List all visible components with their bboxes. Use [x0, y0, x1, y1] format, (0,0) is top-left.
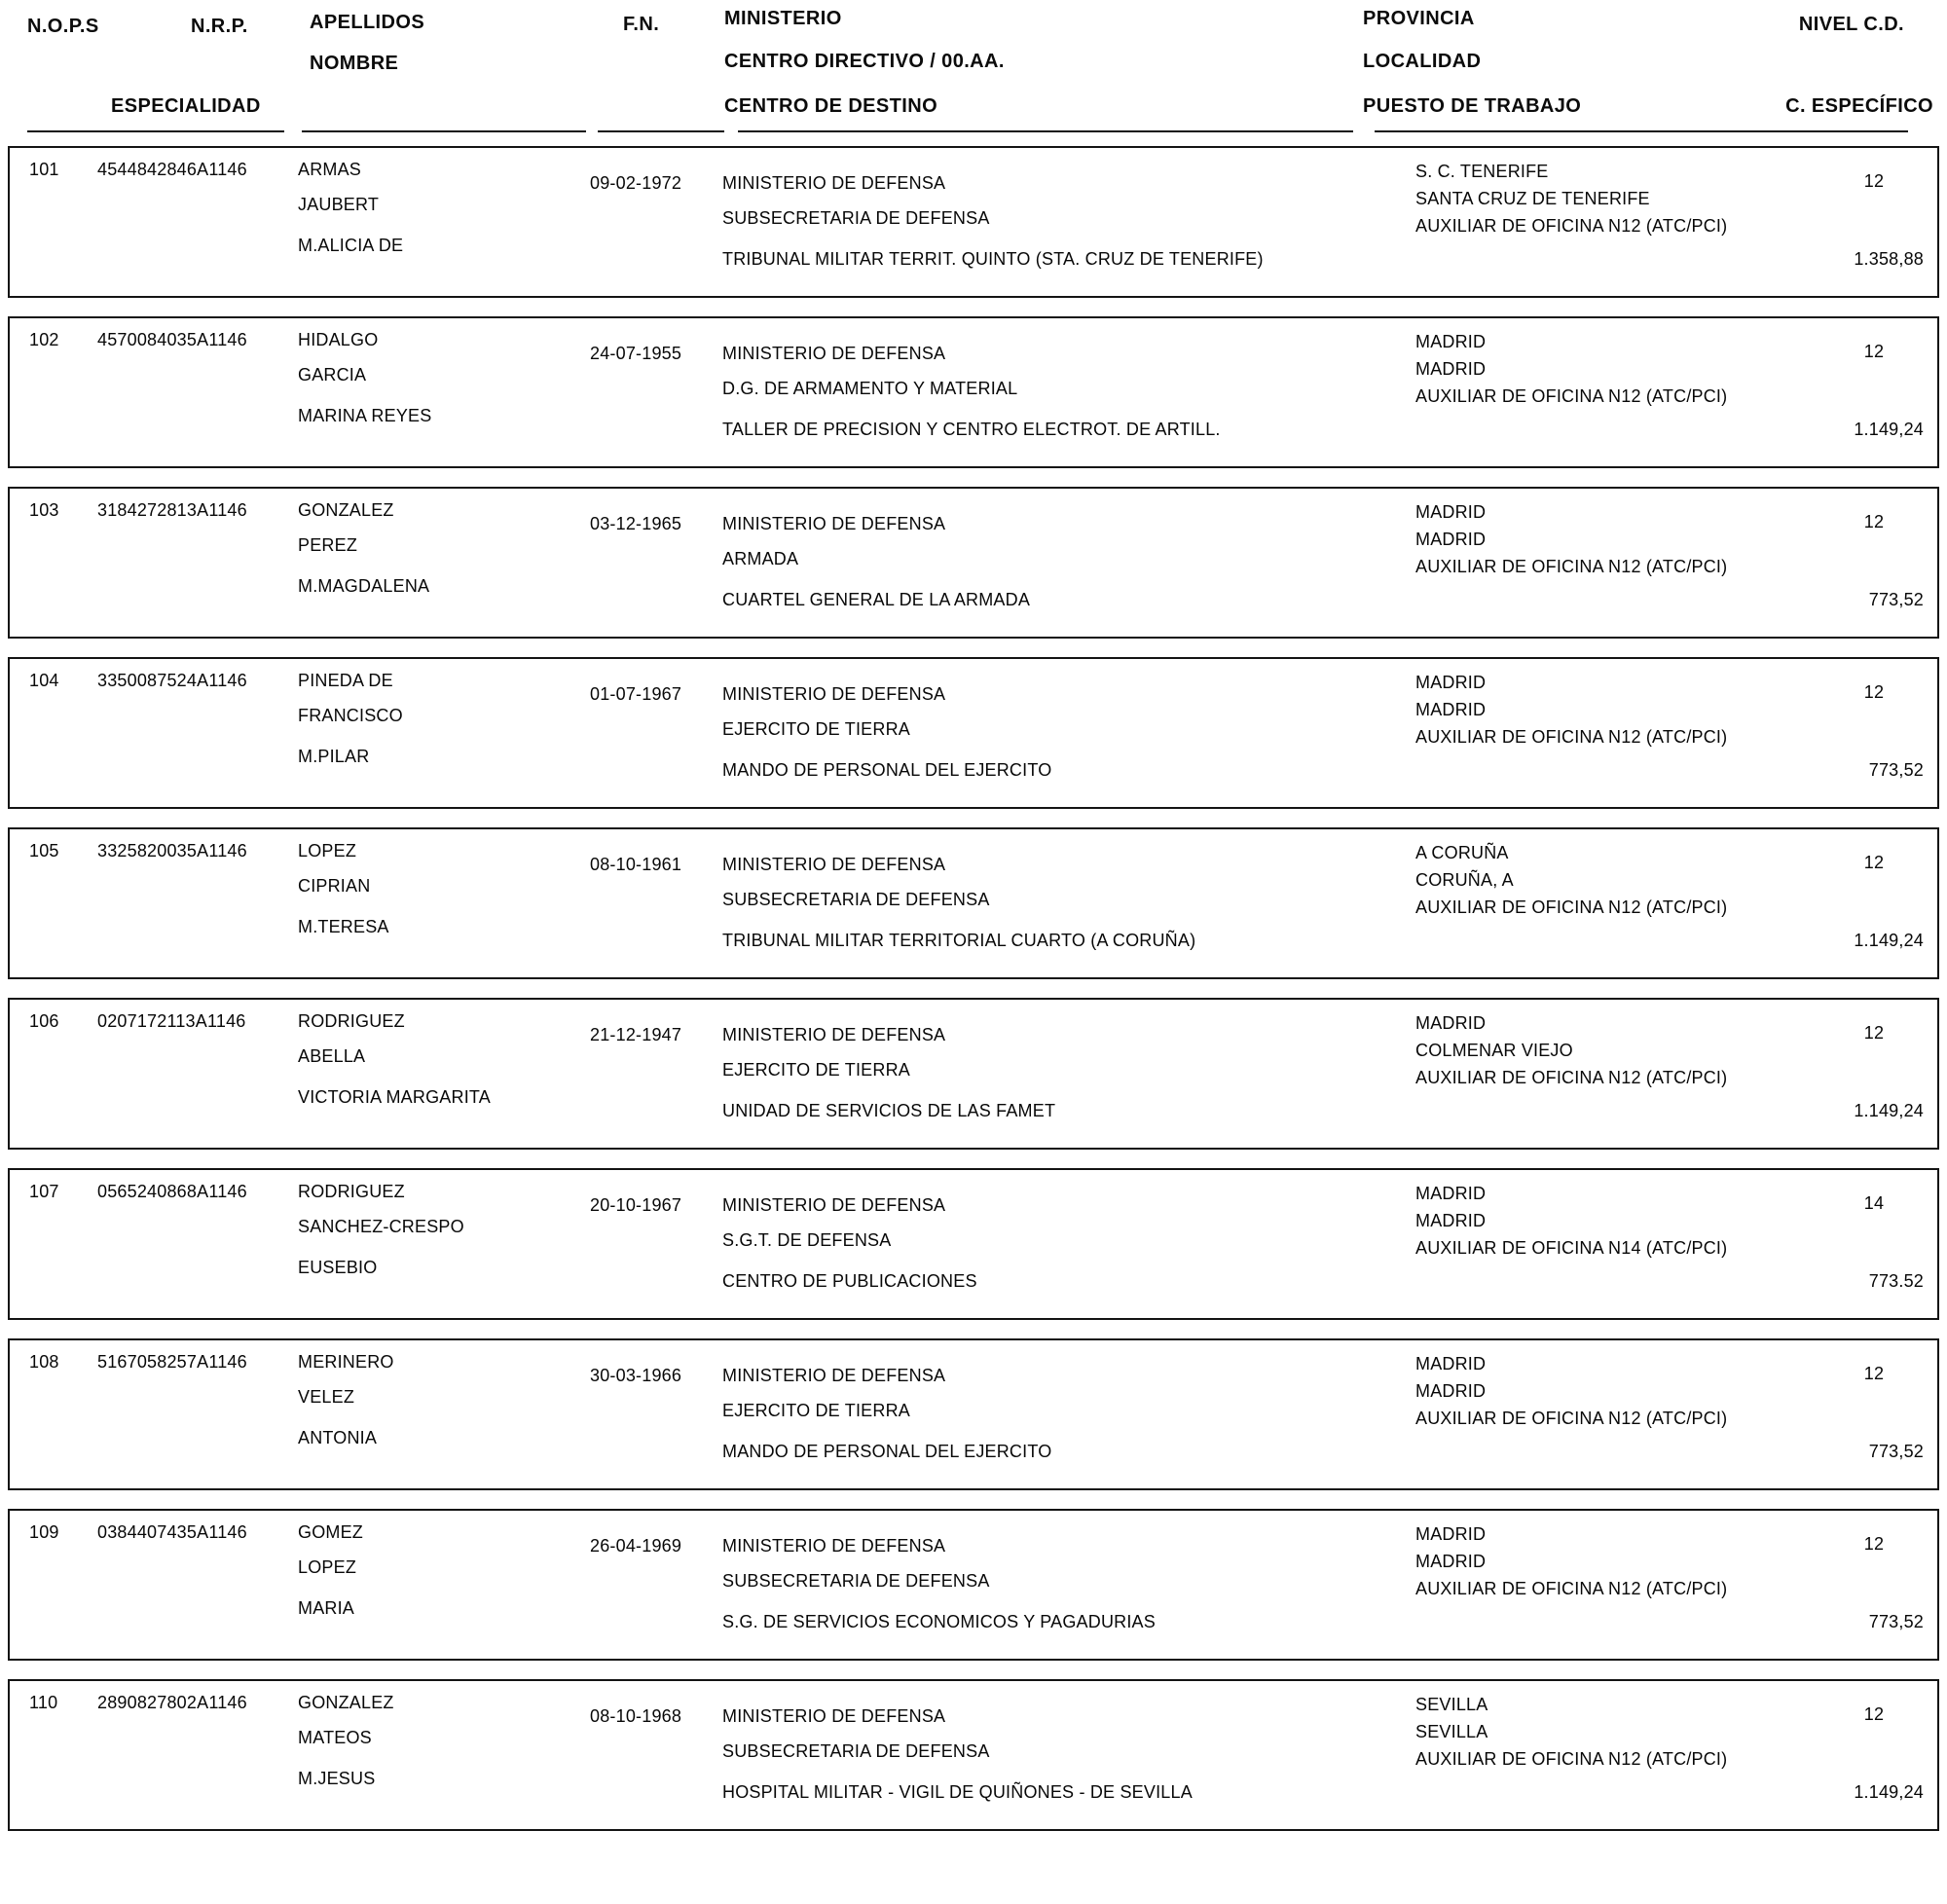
record-apellido1: RODRIGUEZ [298, 1011, 405, 1031]
record-localidad: MADRID [1415, 359, 1487, 379]
record-provincia: S. C. TENERIFE [1415, 162, 1549, 181]
record-nops: 106 [29, 1011, 59, 1031]
header-c-especifico: C. ESPECÍFICO [1785, 95, 1933, 117]
record-puesto-trabajo: AUXILIAR DE OFICINA N12 (ATC/PCI) [1415, 1409, 1728, 1428]
record-row [8, 1168, 1939, 1320]
record-apellido1: HIDALGO [298, 330, 379, 349]
record-nombre: VICTORIA MARGARITA [298, 1087, 491, 1107]
record-c-especifico: 1.149,24 [1854, 1782, 1924, 1802]
record-fecha-nacimiento: 26-04-1969 [590, 1536, 682, 1556]
record-puesto-trabajo: AUXILIAR DE OFICINA N12 (ATC/PCI) [1415, 1579, 1728, 1598]
record-nombre: M.JESUS [298, 1769, 376, 1788]
record-centro-destino: CENTRO DE PUBLICACIONES [722, 1271, 977, 1291]
record-centro-destino: MANDO DE PERSONAL DEL EJERCITO [722, 760, 1052, 780]
header-fn: F.N. [623, 14, 660, 35]
record-apellido2: ABELLA [298, 1046, 366, 1066]
record-row [8, 1509, 1939, 1661]
record-fecha-nacimiento: 08-10-1968 [590, 1706, 682, 1726]
record-nrp: 3325820035A1146 [97, 841, 247, 860]
record-nivel-cd: 12 [1863, 1364, 1885, 1383]
record-centro-destino: UNIDAD DE SERVICIOS DE LAS FAMET [722, 1101, 1056, 1120]
record-nivel-cd: 12 [1863, 1534, 1885, 1554]
record-nivel-cd: 12 [1863, 171, 1885, 191]
record-nrp: 3350087524A1146 [97, 671, 247, 690]
record-localidad: COLMENAR VIEJO [1415, 1041, 1573, 1060]
header-puesto-trabajo: PUESTO DE TRABAJO [1363, 95, 1582, 117]
header-rule [302, 130, 586, 132]
record-localidad: MADRID [1415, 1211, 1487, 1230]
record-row [8, 1338, 1939, 1490]
record-nops: 101 [29, 160, 59, 179]
header-rule [598, 130, 724, 132]
record-nivel-cd: 14 [1863, 1193, 1885, 1213]
record-fecha-nacimiento: 24-07-1955 [590, 344, 682, 363]
header-centro-destino: CENTRO DE DESTINO [724, 95, 938, 117]
record-nops: 110 [29, 1693, 58, 1712]
record-puesto-trabajo: AUXILIAR DE OFICINA N12 (ATC/PCI) [1415, 1749, 1728, 1769]
record-nombre: EUSEBIO [298, 1258, 378, 1277]
record-nops: 108 [29, 1352, 59, 1372]
record-nrp: 0565240868A1146 [97, 1182, 247, 1201]
record-ministerio: MINISTERIO DE DEFENSA [722, 1536, 946, 1556]
record-centro-directivo: EJERCITO DE TIERRA [722, 1060, 910, 1080]
record-nrp: 3184272813A1146 [97, 500, 247, 520]
record-provincia: SEVILLA [1415, 1695, 1488, 1714]
record-nivel-cd: 12 [1863, 1704, 1885, 1724]
record-provincia: MADRID [1415, 1184, 1487, 1203]
record-ministerio: MINISTERIO DE DEFENSA [722, 1025, 946, 1044]
record-ministerio: MINISTERIO DE DEFENSA [722, 855, 946, 874]
record-apellido1: MERINERO [298, 1352, 394, 1372]
record-apellido2: FRANCISCO [298, 706, 403, 725]
record-centro-directivo: SUBSECRETARIA DE DEFENSA [722, 890, 990, 909]
record-localidad: MADRID [1415, 530, 1487, 549]
record-fecha-nacimiento: 08-10-1961 [590, 855, 682, 874]
record-fecha-nacimiento: 21-12-1947 [590, 1025, 682, 1044]
record-puesto-trabajo: AUXILIAR DE OFICINA N12 (ATC/PCI) [1415, 216, 1728, 236]
record-c-especifico: 773,52 [1868, 760, 1924, 780]
record-centro-destino: S.G. DE SERVICIOS ECONOMICOS Y PAGADURIAS [722, 1612, 1156, 1631]
record-nrp: 0207172113A1146 [97, 1011, 246, 1031]
record-row [8, 657, 1939, 809]
record-c-especifico: 773.52 [1868, 1271, 1924, 1291]
record-nivel-cd: 12 [1863, 1023, 1885, 1043]
record-c-especifico: 773,52 [1868, 1612, 1924, 1631]
record-puesto-trabajo: AUXILIAR DE OFICINA N12 (ATC/PCI) [1415, 1068, 1728, 1087]
record-nrp: 0384407435A1146 [97, 1522, 247, 1542]
record-ministerio: MINISTERIO DE DEFENSA [722, 173, 946, 193]
record-centro-directivo: S.G.T. DE DEFENSA [722, 1230, 892, 1250]
header-nrp: N.R.P. [191, 16, 248, 37]
table-header [0, 0, 1947, 146]
record-nombre: M.ALICIA DE [298, 236, 404, 255]
record-centro-directivo: D.G. DE ARMAMENTO Y MATERIAL [722, 379, 1018, 398]
record-apellido2: MATEOS [298, 1728, 372, 1747]
record-localidad: SEVILLA [1415, 1722, 1488, 1741]
record-puesto-trabajo: AUXILIAR DE OFICINA N12 (ATC/PCI) [1415, 386, 1728, 406]
record-ministerio: MINISTERIO DE DEFENSA [722, 514, 946, 533]
header-localidad: LOCALIDAD [1363, 51, 1482, 72]
record-centro-directivo: EJERCITO DE TIERRA [722, 1401, 910, 1420]
record-puesto-trabajo: AUXILIAR DE OFICINA N14 (ATC/PCI) [1415, 1238, 1728, 1258]
record-ministerio: MINISTERIO DE DEFENSA [722, 684, 946, 704]
record-c-especifico: 1.149,24 [1854, 1101, 1924, 1120]
header-nops: N.O.P.S [27, 16, 99, 37]
record-nops: 109 [29, 1522, 59, 1542]
record-nops: 107 [29, 1182, 59, 1201]
record-apellido1: GOMEZ [298, 1522, 363, 1542]
record-provincia: MADRID [1415, 502, 1487, 522]
record-apellido1: LOPEZ [298, 841, 357, 860]
record-apellido2: SANCHEZ-CRESPO [298, 1217, 464, 1236]
record-centro-destino: HOSPITAL MILITAR - VIGIL DE QUIÑONES - DE SEVILLA [722, 1782, 1193, 1802]
record-nombre: M.TERESA [298, 917, 389, 936]
record-provincia: MADRID [1415, 332, 1487, 351]
record-apellido2: PEREZ [298, 535, 358, 555]
record-fecha-nacimiento: 20-10-1967 [590, 1195, 682, 1215]
record-ministerio: MINISTERIO DE DEFENSA [722, 1706, 946, 1726]
record-puesto-trabajo: AUXILIAR DE OFICINA N12 (ATC/PCI) [1415, 897, 1728, 917]
record-centro-directivo: SUBSECRETARIA DE DEFENSA [722, 208, 990, 228]
header-apellidos: APELLIDOS [310, 12, 425, 33]
header-provincia: PROVINCIA [1363, 8, 1475, 29]
record-provincia: MADRID [1415, 1354, 1487, 1373]
record-localidad: MADRID [1415, 1381, 1487, 1401]
record-apellido1: GONZALEZ [298, 500, 394, 520]
record-nombre: M.PILAR [298, 747, 370, 766]
record-ministerio: MINISTERIO DE DEFENSA [722, 344, 946, 363]
record-c-especifico: 1.149,24 [1854, 420, 1924, 439]
record-nrp: 4544842846A1146 [97, 160, 247, 179]
header-ministerio: MINISTERIO [724, 8, 842, 29]
record-puesto-trabajo: AUXILIAR DE OFICINA N12 (ATC/PCI) [1415, 727, 1728, 747]
record-nombre: MARIA [298, 1598, 355, 1618]
record-apellido2: JAUBERT [298, 195, 380, 214]
record-row [8, 1679, 1939, 1831]
record-centro-destino: TRIBUNAL MILITAR TERRITORIAL CUARTO (A CORUÑA) [722, 931, 1196, 950]
record-centro-directivo: SUBSECRETARIA DE DEFENSA [722, 1571, 990, 1591]
record-ministerio: MINISTERIO DE DEFENSA [722, 1366, 946, 1385]
record-localidad: MADRID [1415, 700, 1487, 719]
record-provincia: MADRID [1415, 1013, 1487, 1033]
record-centro-directivo: ARMADA [722, 549, 799, 568]
record-apellido2: LOPEZ [298, 1557, 357, 1577]
record-c-especifico: 773,52 [1868, 590, 1924, 609]
header-especialidad: ESPECIALIDAD [111, 95, 261, 117]
record-apellido2: VELEZ [298, 1387, 355, 1407]
record-nombre: ANTONIA [298, 1428, 378, 1447]
record-fecha-nacimiento: 01-07-1967 [590, 684, 682, 704]
record-row [8, 316, 1939, 468]
header-nivel-cd: NIVEL C.D. [1798, 14, 1904, 35]
record-provincia: A CORUÑA [1415, 843, 1509, 862]
record-nops: 103 [29, 500, 59, 520]
record-c-especifico: 1.358,88 [1854, 249, 1924, 269]
record-nops: 105 [29, 841, 59, 860]
record-nivel-cd: 12 [1863, 342, 1885, 361]
record-centro-directivo: SUBSECRETARIA DE DEFENSA [722, 1741, 990, 1761]
record-apellido2: GARCIA [298, 365, 367, 384]
record-nivel-cd: 12 [1863, 853, 1885, 872]
record-nrp: 5167058257A1146 [97, 1352, 247, 1372]
record-provincia: MADRID [1415, 673, 1487, 692]
record-localidad: CORUÑA, A [1415, 870, 1514, 890]
record-ministerio: MINISTERIO DE DEFENSA [722, 1195, 946, 1215]
record-row [8, 827, 1939, 979]
record-nombre: M.MAGDALENA [298, 576, 430, 596]
header-rule [738, 130, 1353, 132]
record-nrp: 4570084035A1146 [97, 330, 247, 349]
record-centro-destino: TALLER DE PRECISION Y CENTRO ELECTROT. DE ARTILL. [722, 420, 1221, 439]
record-nrp: 2890827802A1146 [97, 1693, 247, 1712]
record-provincia: MADRID [1415, 1524, 1487, 1544]
record-nops: 104 [29, 671, 59, 690]
record-localidad: MADRID [1415, 1552, 1487, 1571]
record-row [8, 998, 1939, 1150]
record-apellido1: ARMAS [298, 160, 362, 179]
record-nivel-cd: 12 [1863, 512, 1885, 531]
record-apellido1: GONZALEZ [298, 1693, 394, 1712]
record-fecha-nacimiento: 09-02-1972 [590, 173, 682, 193]
record-centro-destino: TRIBUNAL MILITAR TERRIT. QUINTO (STA. CRUZ DE TENERIFE) [722, 249, 1264, 269]
header-nombre: NOMBRE [310, 53, 399, 74]
record-nombre: MARINA REYES [298, 406, 432, 425]
record-localidad: SANTA CRUZ DE TENERIFE [1415, 189, 1650, 208]
records-list [0, 146, 1947, 1831]
header-rule [27, 130, 284, 132]
record-fecha-nacimiento: 30-03-1966 [590, 1366, 682, 1385]
record-centro-destino: MANDO DE PERSONAL DEL EJERCITO [722, 1442, 1052, 1461]
record-row [8, 487, 1939, 639]
record-apellido2: CIPRIAN [298, 876, 371, 896]
record-row [8, 146, 1939, 298]
record-fecha-nacimiento: 03-12-1965 [590, 514, 682, 533]
record-centro-destino: CUARTEL GENERAL DE LA ARMADA [722, 590, 1031, 609]
record-apellido1: RODRIGUEZ [298, 1182, 405, 1201]
record-apellido1: PINEDA DE [298, 671, 393, 690]
record-puesto-trabajo: AUXILIAR DE OFICINA N12 (ATC/PCI) [1415, 557, 1728, 576]
record-c-especifico: 773,52 [1868, 1442, 1924, 1461]
record-c-especifico: 1.149,24 [1854, 931, 1924, 950]
record-nivel-cd: 12 [1863, 682, 1885, 702]
header-rule [1375, 130, 1908, 132]
record-centro-directivo: EJERCITO DE TIERRA [722, 719, 910, 739]
record-nops: 102 [29, 330, 59, 349]
header-centro-directivo: CENTRO DIRECTIVO / 00.AA. [724, 51, 1005, 72]
